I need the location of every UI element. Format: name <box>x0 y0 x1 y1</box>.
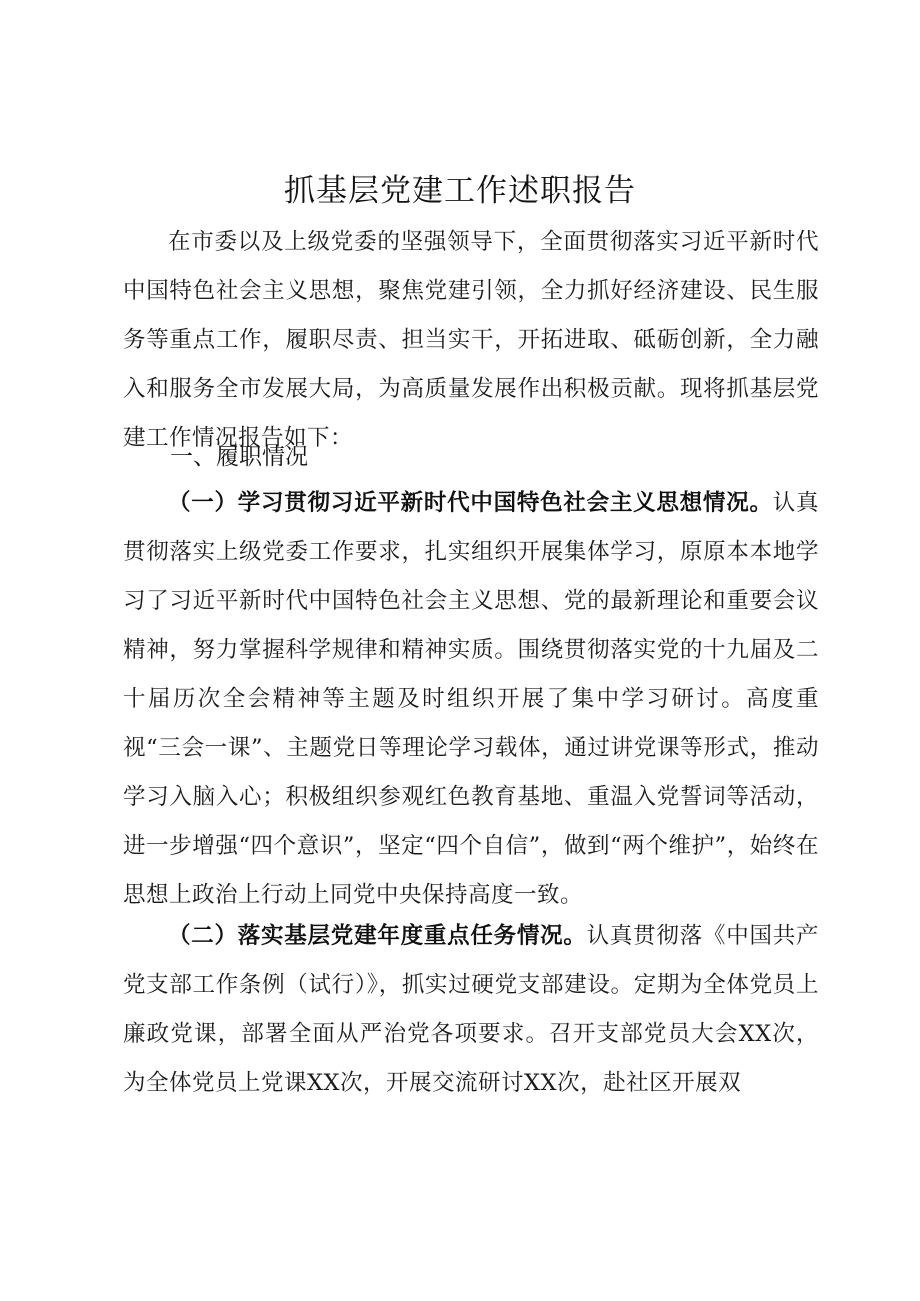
subsection-lead-tasks: （二）落实基层党建年度重点任务情况。 <box>168 923 587 949</box>
subsection-paragraph-tasks <box>123 912 819 1108</box>
document-title: 抓基层党建工作述职报告 <box>284 173 636 209</box>
subsection-paragraph-study <box>123 479 819 920</box>
intro-paragraph: 在市委以及上级党委的坚强领导下，全面贯彻落实习近平新时代中国特色社会主义思想，聚焦党建引领，全力抓好经济建设、民生服务等重点工作，履职尽责、担当实干，开拓进取、砥砺创新，全力融入和服务全市发展大局，为高质量发展作出积极贡献。现将抓基层党建工作情况报告如下： <box>123 229 819 451</box>
section-heading-performance: 一、履职情况 <box>170 444 308 470</box>
subsection-body-tasks: 认真贯彻落《中国共产党支部工作条例（试行）》，抓实过硬党支部建设。定期为全体党员上廉政党课，部署全面从严治党各项要求。召开支部党员大会XX次，为全体党员上党课XX次，开展交流研讨XX次，赴社区开展双 <box>123 923 819 1096</box>
subsection-lead-study: （一）学习贯彻习近平新时代中国特色社会主义思想情况。 <box>168 490 773 516</box>
subsection-body-study: 认真贯彻落实上级党委工作要求，扎实组织开展集体学习，原原本本地学习了习近平新时代中国特色社会主义思想、党的最新理论和重要会议精神，努力掌握科学规律和精神实质。围绕贯彻落实党的十九届及二十届历次全会精神等主题及时组织开展了集中学习研讨。高度重视“三会一课”、主题党日等理论学习载体，通过讲党课等形式，推动学习入脑入心；积极组织参观红色教育基地、重温入党誓词等活动，进一步增强“四个意识”，坚定“四个自信”，做到“两个维护”，始终在思想上政治上行动上同党中央保持高度一致。 <box>123 490 819 908</box>
